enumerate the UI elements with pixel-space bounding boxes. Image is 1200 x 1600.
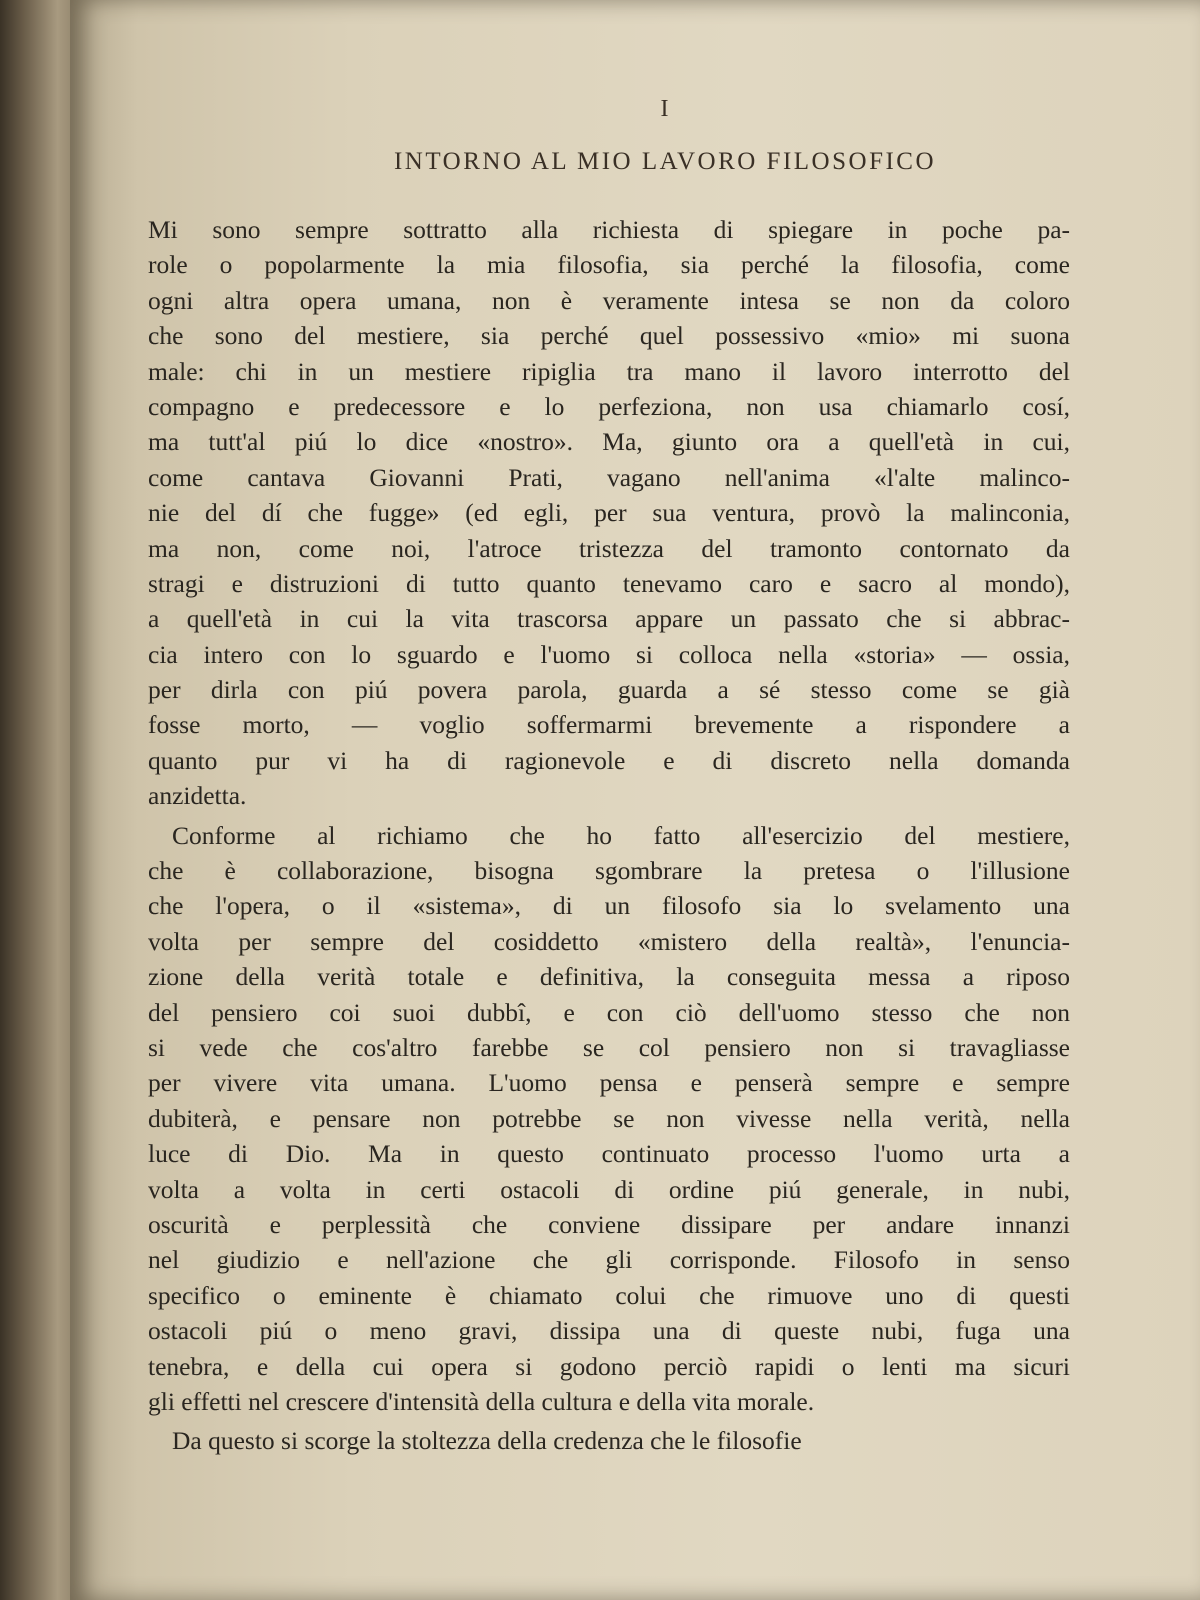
text-line: dubiterà, e pensare non potrebbe se non vivesse nella verità, nella: [148, 1103, 1070, 1133]
text-line: che è collaborazione, bisogna sgombrare la pretesa o l'illusione: [148, 856, 1070, 886]
text-line: tenebra, e della cui opera si godono perciò rapidi o lenti ma sicuri: [148, 1351, 1070, 1381]
body-text: [148, 212, 1070, 1459]
text-line: ma tutt'al piú lo dice «nostro». Ma, giunto ora a quell'età in cui,: [148, 427, 1070, 457]
text-line: volta a volta in certi ostacoli di ordine piú generale, in nubi,: [148, 1174, 1070, 1204]
text-line: luce di Dio. Ma in questo continuato processo l'uomo urta a: [148, 1139, 1070, 1169]
text-line: cia intero con lo sguardo e l'uomo si colloca nella «storia» — ossia,: [148, 639, 1070, 669]
text-line: anzidetta.: [148, 781, 247, 811]
text-line: quanto pur vi ha di ragionevole e di discreto nella domanda: [148, 745, 1070, 775]
text-line: del pensiero coi suoi dubbî, e con ciò dell'uomo stesso che non: [148, 997, 1070, 1027]
text-line: per vivere vita umana. L'uomo pensa e penserà sempre e sempre: [148, 1068, 1070, 1098]
text-line: come cantava Giovanni Prati, vagano nell'anima «l'alte malinco-: [148, 462, 1070, 492]
text-line: Mi sono sempre sottratto alla richiesta di spiegare in poche pa-: [148, 215, 1070, 244]
text-line: ostacoli piú o meno gravi, dissipa una di queste nubi, fuga una: [148, 1316, 1070, 1346]
book-page: [70, 0, 1200, 1600]
text-line: per dirla con piú povera parola, guarda a sé stesso come se già: [148, 675, 1070, 705]
text-line: si vede che cos'altro farebbe se col pensiero non si travagliasse: [148, 1032, 1070, 1062]
text-line: specifico o eminente è chiamato colui che rimuove uno di questi: [148, 1280, 1070, 1310]
paragraph: [148, 1423, 1070, 1458]
text-line: volta per sempre del cosiddetto «mistero della realtà», l'enuncia-: [148, 926, 1070, 956]
text-line: che sono del mestiere, sia perché quel possessivo «mio» mi suona: [148, 321, 1070, 351]
text-line: compagno e predecessore e lo perfeziona, non usa chiamarlo cosí,: [148, 391, 1070, 421]
text-line: ma non, come noi, l'atroce tristezza del tramonto contornato da: [148, 533, 1070, 563]
text-line: che l'opera, o il «sistema», di un filosofo sia lo svelamento una: [148, 891, 1070, 921]
text-line: nel giudizio e nell'azione che gli corrisponde. Filosofo in senso: [148, 1245, 1070, 1275]
text-line: ogni altra opera umana, non è veramente intesa se non da coloro: [148, 285, 1070, 315]
text-line: stragi e distruzioni di tutto quanto tenevamo caro e sacro al mondo),: [148, 568, 1070, 598]
paragraph: [148, 818, 1070, 1420]
text-line: fosse morto, — voglio soffermarmi brevemente a rispondere a: [148, 710, 1070, 740]
text-line: nie del dí che fugge» (ed egli, per sua ventura, provò la malinconia,: [148, 498, 1070, 528]
text-line: role o popolarmente la mia filosofia, sia perché la filosofia, come: [148, 250, 1070, 280]
chapter-title: INTORNO AL MIO LAVORO FILOSOFICO: [393, 148, 937, 175]
text-line: oscurità e perplessità che conviene dissipare per andare innanzi: [148, 1209, 1070, 1239]
paragraph: [148, 212, 1070, 814]
chapter-number: I: [660, 96, 670, 122]
text-line: a quell'età in cui la vita trascorsa appare un passato che si abbrac-: [148, 604, 1070, 634]
text-line: zione della verità totale e definitiva, la conseguita messa a riposo: [148, 962, 1070, 992]
text-line: Da questo si scorge la stoltezza della credenza che le filosofie: [172, 1426, 802, 1456]
text-line: Conforme al richiamo che ho fatto all'esercizio del mestiere,: [172, 820, 1070, 850]
text-line: gli effetti nel crescere d'intensità della cultura e della vita morale.: [148, 1386, 815, 1416]
text-line: male: chi in un mestiere ripiglia tra mano il lavoro interrotto del: [148, 356, 1070, 386]
